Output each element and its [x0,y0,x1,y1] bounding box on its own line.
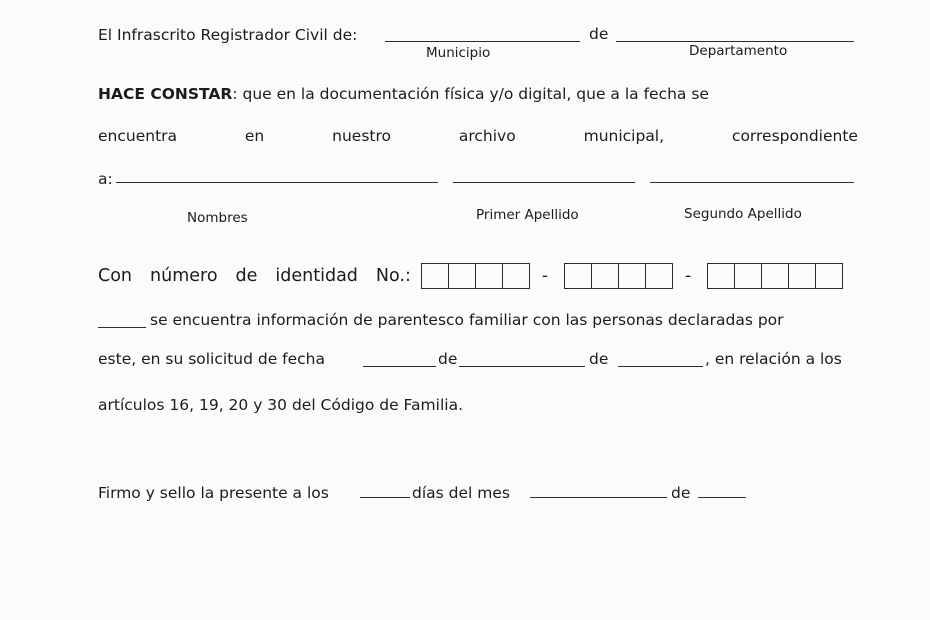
identity-line [98,263,843,289]
id-digit-box[interactable] [422,264,449,288]
a-text: a: [98,170,113,188]
id-digit-box[interactable] [565,264,592,288]
id-digit-box[interactable] [789,264,816,288]
para2-line2-end: , en relación a los [705,350,842,368]
para2-line1: se encuentra información de parentesco familiar con las personas declaradas por [150,311,784,329]
id-box-group-3[interactable] [707,263,843,289]
signature-anio-field[interactable] [698,497,746,498]
intro-text: El Infrascrito Registrador Civil de: [98,26,358,44]
segundo-apellido-field[interactable] [650,182,854,183]
id-digit-box[interactable] [619,264,646,288]
departamento-field[interactable] [616,41,854,42]
word-5: municipal, [583,127,665,145]
word-4: archivo [458,127,516,145]
fecha-mes-field[interactable] [459,366,585,367]
id-digit-box[interactable] [646,264,672,288]
id-digit-box[interactable] [762,264,789,288]
word-2: en [244,127,265,145]
nombres-label: Nombres [187,210,248,226]
id-word-5: No.: [375,266,411,286]
id-word-2: número [150,266,218,286]
id-digit-box[interactable] [449,264,476,288]
id-digit-box[interactable] [708,264,735,288]
word-3: nuestro [332,127,391,145]
signature-mes-field[interactable] [530,497,667,498]
justified-line [98,127,858,145]
signature-dias-field[interactable] [360,497,410,498]
id-word-4: identidad [275,266,358,286]
para2-de-1: de [438,350,458,368]
id-digit-box[interactable] [816,264,842,288]
relationship-blank-field[interactable] [98,327,146,328]
id-digit-box[interactable] [735,264,762,288]
de-text-1: de [589,25,609,43]
id-box-group-2[interactable] [564,263,673,289]
hace-constar-line [98,85,709,103]
id-word-1: Con [98,266,133,286]
nombres-field[interactable] [116,182,438,183]
word-1: encuentra [98,127,178,145]
id-dash-1: - [541,266,549,286]
id-digit-box[interactable] [503,264,529,288]
fecha-dia-field[interactable] [363,366,436,367]
primer-apellido-field[interactable] [453,182,635,183]
fecha-anio-field[interactable] [618,366,703,367]
signature-text-b: días del mes [412,484,510,502]
para2-de-2: de [589,350,609,368]
hace-constar-rest: : que en la documentación física y/o digital, que a la fecha se [232,85,709,103]
primer-apellido-label: Primer Apellido [476,207,579,223]
id-digit-box[interactable] [592,264,619,288]
municipio-field[interactable] [385,41,580,42]
word-6: correspondiente [731,127,858,145]
signature-text-a: Firmo y sello la presente a los [98,484,329,502]
signature-text-c: de [671,484,691,502]
id-word-3: de [235,266,258,286]
para2-line2-a: este, en su solicitud de fecha [98,350,325,368]
id-dash-2: - [685,266,692,286]
hace-constar-bold: HACE CONSTAR [98,85,233,103]
segundo-apellido-label: Segundo Apellido [684,206,802,222]
municipio-label: Municipio [426,45,491,61]
id-digit-box[interactable] [476,264,503,288]
para2-line3: artículos 16, 19, 20 y 30 del Código de Familia. [98,396,463,414]
id-box-group-1[interactable] [421,263,530,289]
departamento-label: Departamento [689,43,788,59]
